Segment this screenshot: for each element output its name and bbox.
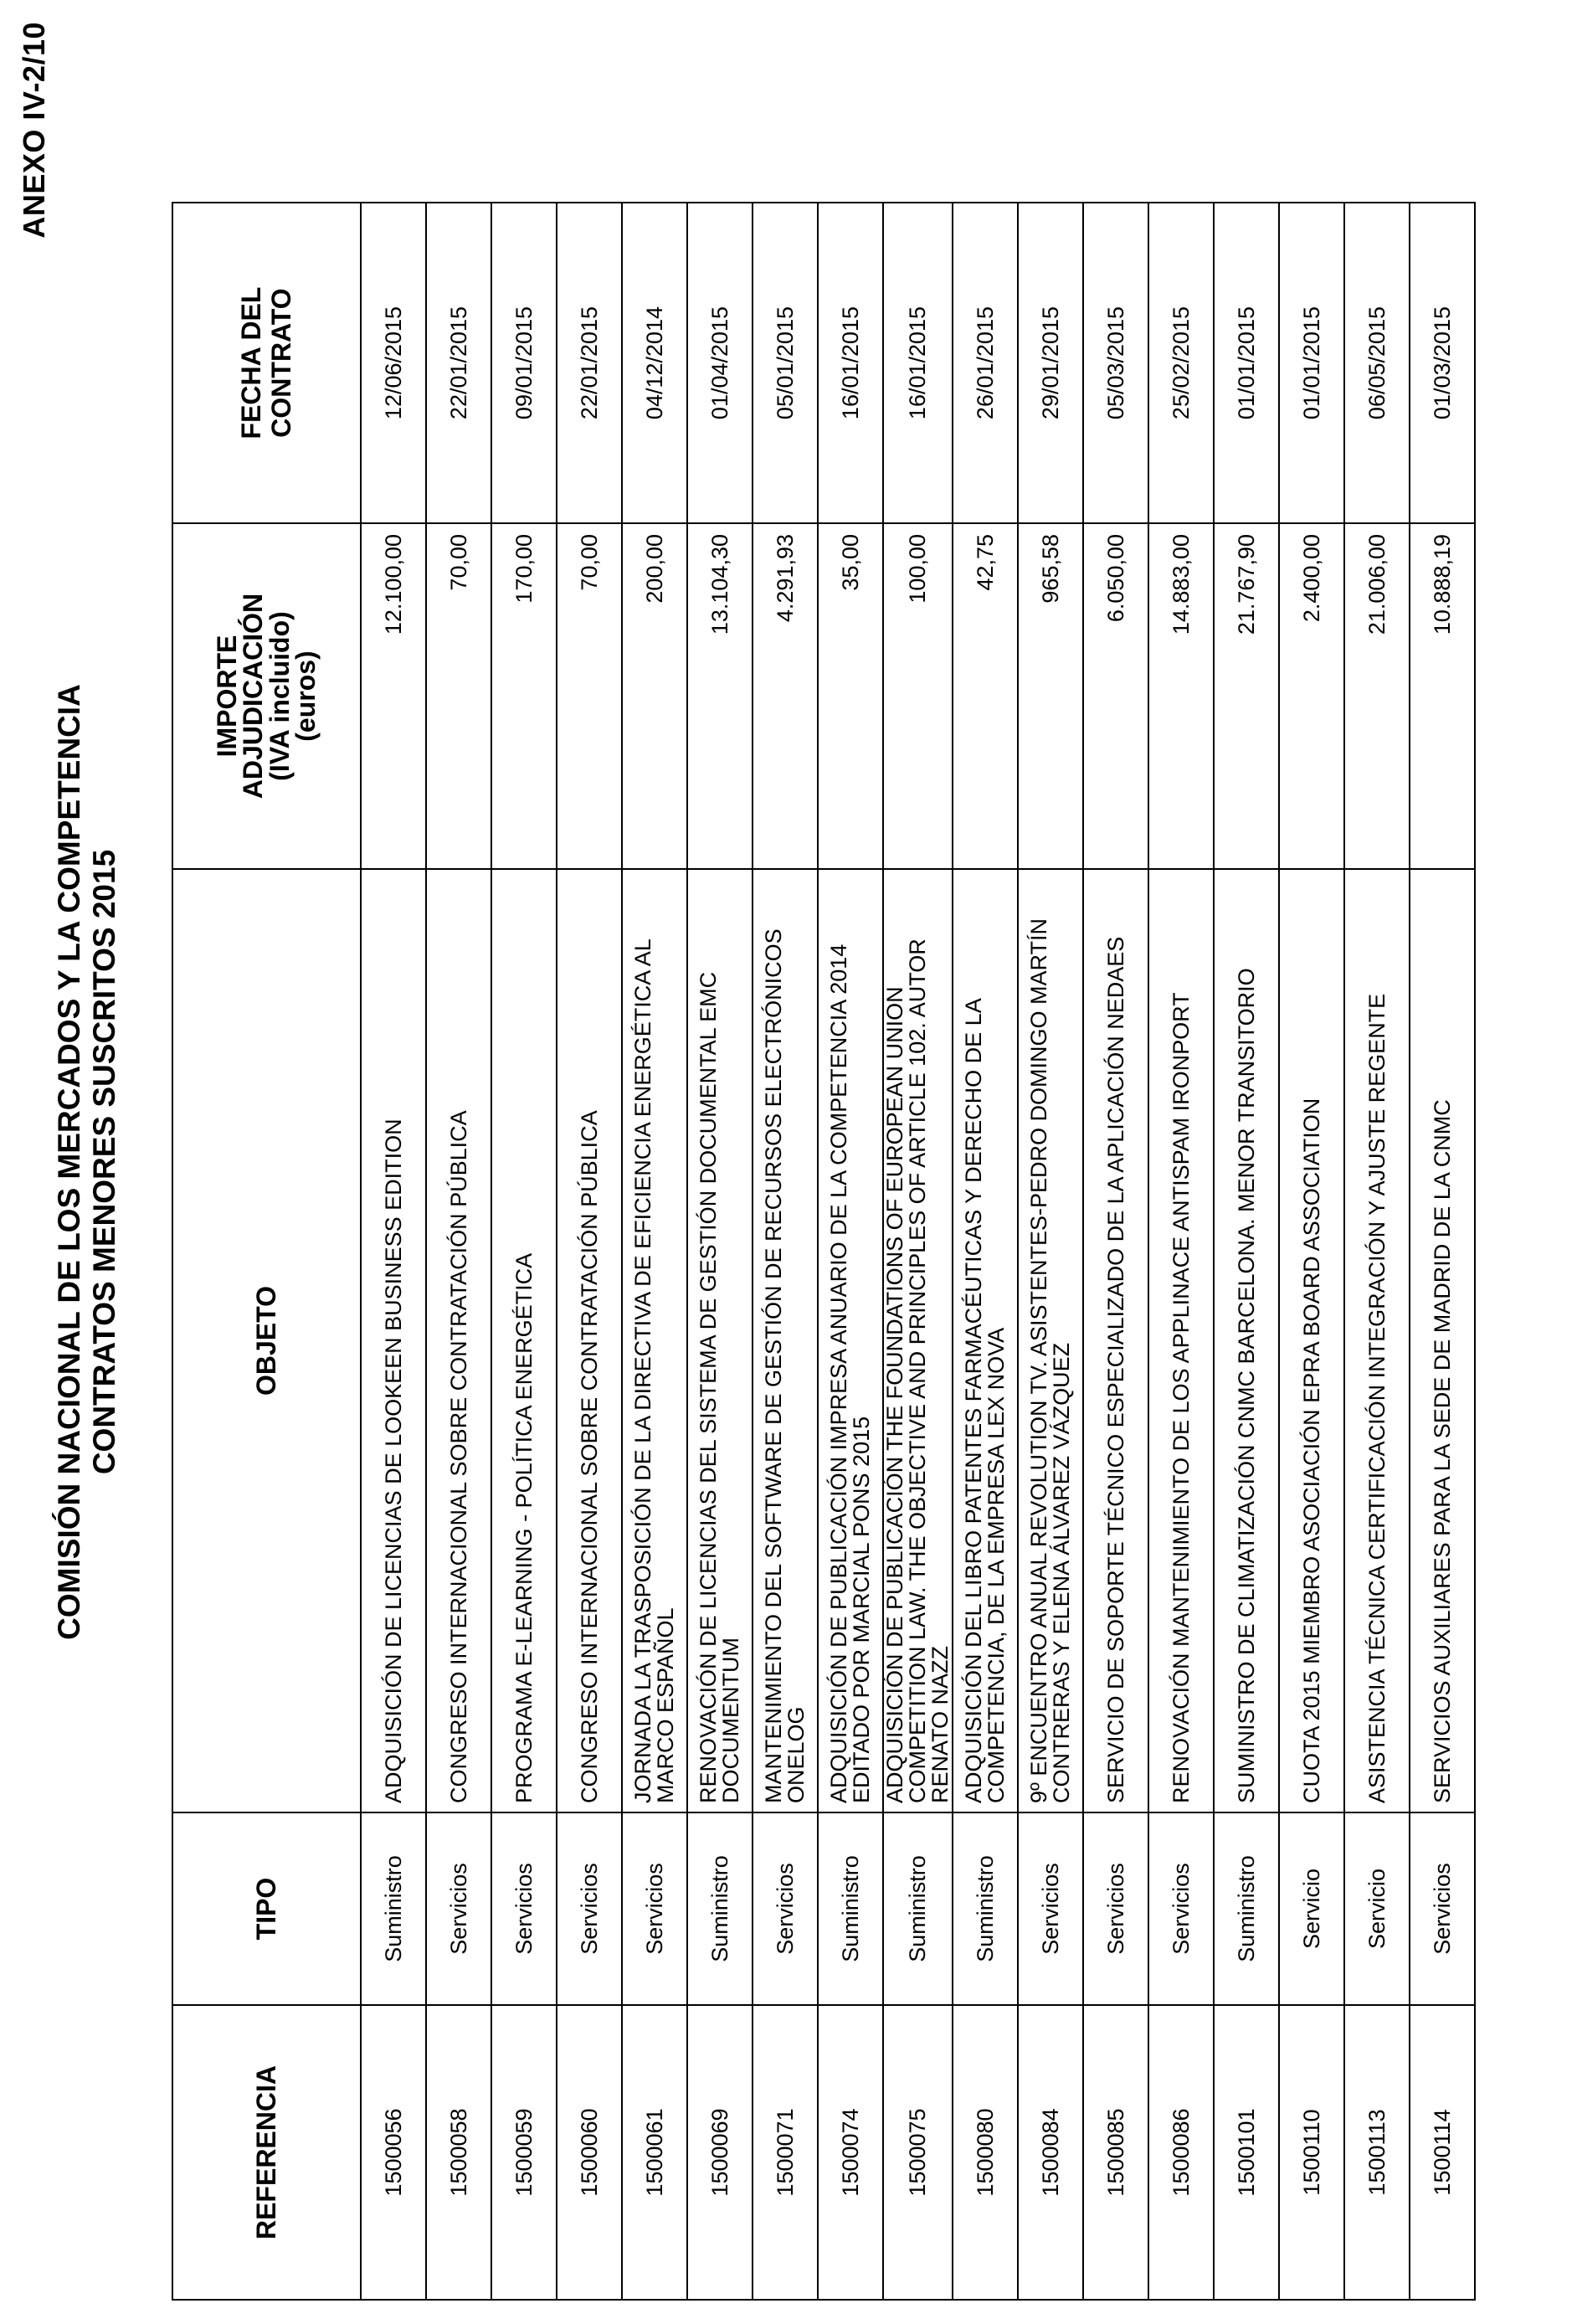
cell-referencia: 1500061	[622, 2005, 687, 2300]
table-row	[883, 203, 953, 2300]
table-row	[953, 203, 1018, 2300]
cell-fecha: 01/04/2015	[687, 203, 753, 523]
cell-importe: 21.767,90	[1214, 523, 1279, 869]
cell-referencia: 1500069	[687, 2005, 753, 2300]
cell-tipo: Suministro	[883, 1812, 953, 2005]
cell-importe: 6.050,00	[1083, 523, 1148, 869]
cell-objeto: RENOVACIÓN MANTENIMIENTO DE LOS APPLINACE ANTISPAM IRONPORT	[1148, 869, 1214, 1812]
cell-fecha: 05/01/2015	[753, 203, 818, 523]
cell-importe: 70,00	[426, 523, 491, 869]
table-row	[426, 203, 491, 2300]
table-row	[1018, 203, 1083, 2300]
cell-fecha: 01/03/2015	[1410, 203, 1475, 523]
table-row	[491, 203, 557, 2300]
header-fecha-line: FECHA DEL	[236, 286, 267, 440]
table-row	[1279, 203, 1344, 2300]
cell-objeto: SERVICIO DE SOPORTE TÉCNICO ESPECIALIZADO DE LA APLICACIÓN NEDAES	[1083, 869, 1148, 1812]
cell-objeto: ADQUISICIÓN DEL LIBRO PATENTES FARMACÉUTICAS Y DERECHO DE LA COMPETENCIA, DE LA EMPRESA LEX NOVA	[953, 869, 1018, 1812]
cell-tipo: Suministro	[1214, 1812, 1279, 2005]
cell-referencia: 1500058	[426, 2005, 491, 2300]
cell-referencia: 1500071	[753, 2005, 818, 2300]
cell-tipo: Servicios	[491, 1812, 557, 2005]
header-fecha-line: CONTRATO	[265, 288, 296, 438]
header-importe	[172, 523, 361, 869]
table-row	[1344, 203, 1410, 2300]
cell-fecha: 09/01/2015	[491, 203, 557, 523]
table-row	[818, 203, 883, 2300]
cell-fecha: 12/06/2015	[361, 203, 426, 523]
cell-tipo: Servicios	[1410, 1812, 1475, 2005]
cell-importe: 70,00	[557, 523, 622, 869]
cell-objeto: ADQUISICIÓN DE PUBLICACIÓN THE FOUNDATIONS OF EUROPEAN UNION COMPETITION LAW. THE OBJECTIVE AND PRINCIPLES OF ARTICLE 102. AUTOR RENATO NAZZ	[883, 869, 953, 1812]
cell-objeto: SERVICIOS AUXILIARES PARA LA SEDE DE MADRID DE LA CNMC	[1410, 869, 1475, 1812]
cell-tipo: Servicios	[1083, 1812, 1148, 2005]
cell-referencia: 1500080	[953, 2005, 1018, 2300]
table-row	[753, 203, 818, 2300]
cell-fecha: 16/01/2015	[883, 203, 953, 523]
cell-fecha: 05/03/2015	[1083, 203, 1148, 523]
cell-fecha: 26/01/2015	[953, 203, 1018, 523]
cell-objeto: ADQUISICIÓN DE PUBLICACIÓN IMPRESA ANUARIO DE LA COMPETENCIA 2014 EDITADO POR MARCIAL PONS 2015	[818, 869, 883, 1812]
header-row	[172, 203, 361, 2300]
cell-referencia: 1500084	[1018, 2005, 1083, 2300]
table-body	[361, 203, 1475, 2300]
header-importe-line: (euros)	[290, 650, 321, 742]
cell-objeto: ASISTENCIA TÉCNICA CERTIFICACIÓN INTEGRACIÓN Y AJUSTE REGENTE	[1344, 869, 1410, 1812]
cell-tipo: Servicios	[1018, 1812, 1083, 2005]
cell-referencia: 1500074	[818, 2005, 883, 2300]
document-subtitle: CONTRATOS MENORES SUSCRITOS 2015	[87, 849, 121, 1475]
cell-importe: 42,75	[953, 523, 1018, 869]
table-row	[1083, 203, 1148, 2300]
cell-referencia: 1500075	[883, 2005, 953, 2300]
table-row	[557, 203, 622, 2300]
cell-tipo: Suministro	[687, 1812, 753, 2005]
cell-importe: 21.006,00	[1344, 523, 1410, 869]
cell-objeto: RENOVACIÓN DE LICENCIAS DEL SISTEMA DE GESTIÓN DOCUMENTAL EMC DOCUMENTUM	[687, 869, 753, 1812]
cell-referencia: 1500056	[361, 2005, 426, 2300]
cell-tipo: Servicios	[622, 1812, 687, 2005]
table-row	[1214, 203, 1279, 2300]
cell-referencia: 1500086	[1148, 2005, 1214, 2300]
cell-objeto: CONGRESO INTERNACIONAL SOBRE CONTRATACIÓN PÚBLICA	[426, 869, 491, 1812]
cell-tipo: Servicio	[1279, 1812, 1344, 2005]
header-importe-line: ADJUDICACIÓN	[238, 593, 269, 800]
cell-importe: 12.100,00	[361, 523, 426, 869]
header-tipo: TIPO	[172, 1812, 361, 2005]
cell-tipo: Servicios	[557, 1812, 622, 2005]
cell-referencia: 1500114	[1410, 2005, 1475, 2300]
cell-referencia: 1500113	[1344, 2005, 1410, 2300]
cell-referencia: 1500101	[1214, 2005, 1279, 2300]
cell-fecha: 22/01/2015	[426, 203, 491, 523]
cell-importe: 4.291,93	[753, 523, 818, 869]
cell-referencia: 1500110	[1279, 2005, 1344, 2300]
cell-fecha: 01/01/2015	[1214, 203, 1279, 523]
cell-referencia: 1500085	[1083, 2005, 1148, 2300]
cell-tipo: Servicio	[1344, 1812, 1410, 2005]
cell-tipo: Servicios	[1148, 1812, 1214, 2005]
cell-objeto: SUMINISTRO DE CLIMATIZACIÓN CNMC BARCELONA. MENOR TRANSITORIO	[1214, 869, 1279, 1812]
cell-fecha: 01/01/2015	[1279, 203, 1344, 523]
cell-tipo: Suministro	[818, 1812, 883, 2005]
header-importe-line: IMPORTE	[211, 635, 242, 758]
cell-importe: 10.888,19	[1410, 523, 1475, 869]
cell-importe: 965,58	[1018, 523, 1083, 869]
cell-objeto: ADQUISICIÓN DE LICENCIAS DE LOOKEEN BUSINESS EDITION	[361, 869, 426, 1812]
contracts-table	[172, 202, 1476, 2301]
cell-fecha: 25/02/2015	[1148, 203, 1214, 523]
cell-importe: 200,00	[622, 523, 687, 869]
cell-importe: 2.400,00	[1279, 523, 1344, 869]
cell-objeto: CUOTA 2015 MIEMBRO ASOCIACIÓN EPRA BOARD ASSOCIATION	[1279, 869, 1344, 1812]
cell-fecha: 06/05/2015	[1344, 203, 1410, 523]
header-fecha	[172, 203, 361, 523]
header-referencia: REFERENCIA	[172, 2005, 361, 2300]
cell-importe: 14.883,00	[1148, 523, 1214, 869]
cell-fecha: 16/01/2015	[818, 203, 883, 523]
annex-label: ANEXO IV-2/10	[17, 22, 51, 239]
cell-fecha: 22/01/2015	[557, 203, 622, 523]
cell-objeto: JORNADA LA TRASPOSICIÓN DE LA DIRECTIVA DE EFICIENCIA ENERGÉTICA AL MARCO ESPAÑOL	[622, 869, 687, 1812]
cell-importe: 170,00	[491, 523, 557, 869]
table-row	[687, 203, 753, 2300]
table-row	[361, 203, 426, 2300]
table-row	[1410, 203, 1475, 2300]
cell-objeto: CONGRESO INTERNACIONAL SOBRE CONTRATACIÓN PÚBLICA	[557, 869, 622, 1812]
cell-tipo: Suministro	[361, 1812, 426, 2005]
table-row	[622, 203, 687, 2300]
cell-referencia: 1500059	[491, 2005, 557, 2300]
cell-fecha: 04/12/2014	[622, 203, 687, 523]
cell-referencia: 1500060	[557, 2005, 622, 2300]
cell-importe: 35,00	[818, 523, 883, 869]
header-objeto: OBJETO	[172, 869, 361, 1812]
cell-importe: 100,00	[883, 523, 953, 869]
cell-tipo: Servicios	[753, 1812, 818, 2005]
cell-objeto: PROGRAMA E-LEARNING - POLÍTICA ENERGÉTICA	[491, 869, 557, 1812]
cell-fecha: 29/01/2015	[1018, 203, 1083, 523]
cell-tipo: Servicios	[426, 1812, 491, 2005]
cell-objeto: MANTENIMIENTO DEL SOFTWARE DE GESTIÓN DE RECURSOS ELECTRÓNICOS ONELOG	[753, 869, 818, 1812]
cell-tipo: Suministro	[953, 1812, 1018, 2005]
header-importe-line: (IVA incluido)	[264, 611, 295, 781]
document-title: COMISIÓN NACIONAL DE LOS MERCADOS Y LA COMPETENCIA	[52, 684, 86, 1640]
cell-objeto: 9º ENCUENTRO ANUAL REVOLUTION TV. ASISTENTES-PEDRO DOMINGO MARTÍN CONTRERAS Y ELENA ÁLVAREZ VÁZQUEZ	[1018, 869, 1083, 1812]
cell-importe: 13.104,30	[687, 523, 753, 869]
table-row	[1148, 203, 1214, 2300]
